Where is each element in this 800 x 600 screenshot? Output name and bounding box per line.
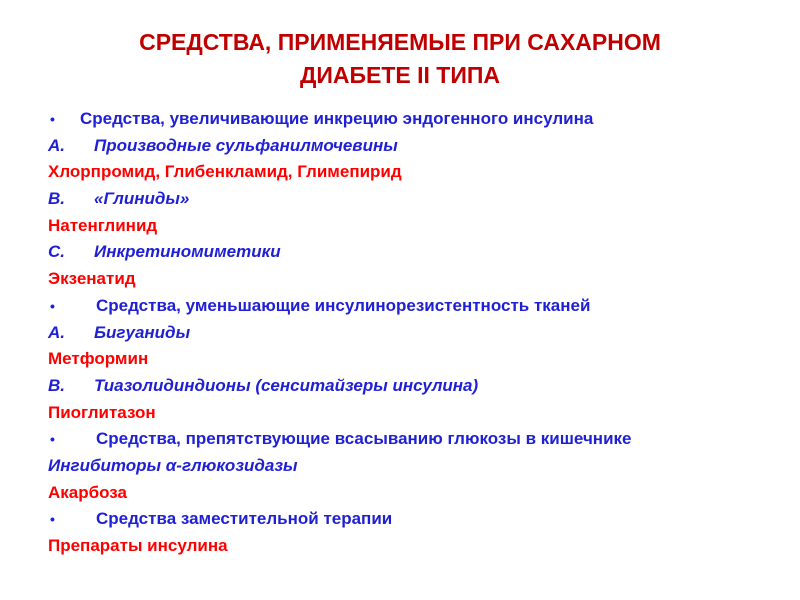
subclass-text: Ингибиторы α-глюкозидазы: [48, 455, 298, 475]
category-bullet: [48, 293, 788, 320]
subclass-item: [48, 133, 788, 160]
subclass-text: Инкретиномиметики: [94, 242, 281, 262]
drug-text: Хлорпромид, Глибенкламид, Глимепирид: [48, 162, 402, 182]
category-bullet: [48, 426, 788, 453]
slide-title: [0, 26, 800, 92]
subclass-item: [48, 186, 788, 213]
subclass-group: [48, 453, 788, 480]
bullet-marker: •: [50, 111, 55, 127]
drug-text: Пиоглитазон: [48, 402, 156, 422]
drug-list: [48, 400, 788, 427]
category-text: Средства, препятствующие всасыванию глюкозы в кишечнике: [96, 429, 632, 449]
subclass-text: «Глиниды»: [94, 189, 190, 209]
drug-list: [48, 159, 788, 186]
drug-list: [48, 480, 788, 507]
drug-text: Препараты инсулина: [48, 536, 228, 555]
subclass-item: [48, 239, 788, 266]
drug-list: [48, 213, 788, 240]
subclass-text: Бигуаниды: [94, 322, 191, 342]
subclass-text: Тиазолидиндионы (сенситайзеры инсулина): [94, 375, 479, 395]
category-text: Средства, уменьшающие инсулинорезистентность тканей: [96, 295, 591, 315]
bullet-marker: •: [50, 297, 55, 314]
category-bullet: [48, 106, 788, 133]
slide-title-line-1: СРЕДСТВА, ПРИМЕНЯЕМЫЕ ПРИ САХАРНОМ: [139, 29, 661, 55]
category-bullet: [48, 506, 788, 533]
bullet-marker: •: [50, 511, 55, 528]
drug-list: [48, 346, 788, 373]
drug-list: [48, 533, 788, 560]
subclass-item: [48, 373, 788, 400]
drug-text: Метформин: [48, 349, 149, 369]
subclass-marker: B.: [48, 375, 65, 395]
subclass-item: [48, 320, 788, 347]
content-list: [48, 106, 788, 560]
category-text: Средства заместительной терапии: [96, 509, 393, 529]
subclass-marker: A.: [48, 135, 65, 155]
drug-text: Акарбоза: [48, 482, 127, 502]
subclass-marker: A.: [48, 322, 65, 342]
subclass-marker: B.: [48, 189, 65, 209]
drug-text: Натенглинид: [48, 215, 158, 235]
drug-list: [48, 266, 788, 293]
drug-text: Экзенатид: [48, 269, 136, 289]
category-text: Средства, увеличивающие инкрецию эндогенного инсулина: [80, 109, 594, 128]
subclass-text: Производные сульфанилмочевины: [94, 135, 398, 155]
subclass-marker: C.: [48, 242, 65, 262]
bullet-marker: •: [50, 431, 55, 448]
slide-title-line-2: ДИАБЕТЕ II ТИПА: [299, 62, 501, 88]
